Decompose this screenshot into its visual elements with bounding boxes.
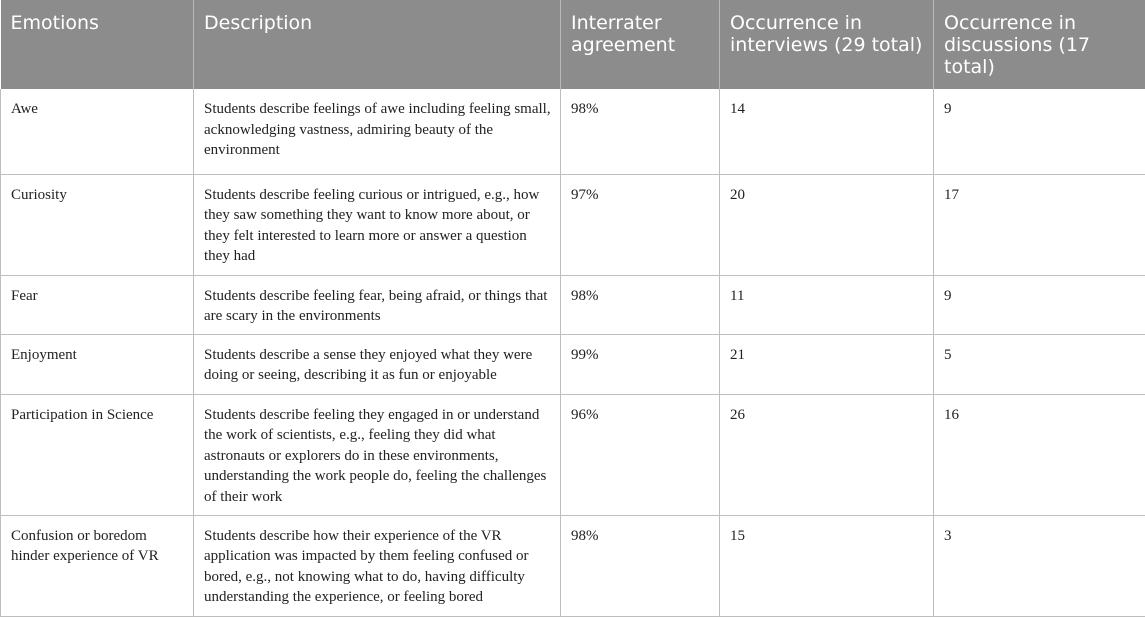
table-row — [1, 89, 1145, 174]
table-row — [1, 334, 1145, 394]
cell-discussions: 17 — [934, 174, 1145, 275]
cell-emotion: Enjoyment — [1, 334, 194, 394]
cell-emotion: Fear — [1, 275, 194, 334]
cell-agreement: 98% — [561, 275, 720, 334]
cell-description: Students describe a sense they enjoyed what they were doing or seeing, describing it as fun or enjoyable — [194, 334, 561, 394]
cell-description: Students describe feelings of awe including feeling small, acknowledging vastness, admiring beauty of the environment — [194, 89, 561, 174]
header-description: Description — [194, 0, 561, 89]
header-occurrence-discussions: Occurrence in discussions (17 total) — [934, 0, 1145, 89]
table-row — [1, 515, 1145, 616]
cell-description: Students describe how their experience of the VR application was impacted by them feeling confused or bored, e.g., not knowing what to do, having difficulty understanding the experience, or feeling bored — [194, 515, 561, 616]
cell-description: Students describe feeling they engaged in or understand the work of scientists, e.g., feeling they did what astronauts or explorers do in these environments, understanding the work people do, feeling the challenges of their work — [194, 394, 561, 515]
cell-discussions: 3 — [934, 515, 1145, 616]
table-header — [1, 0, 1145, 89]
header-emotions: Emotions — [1, 0, 194, 89]
cell-agreement: 99% — [561, 334, 720, 394]
cell-agreement: 97% — [561, 174, 720, 275]
cell-interviews: 26 — [720, 394, 934, 515]
cell-interviews: 21 — [720, 334, 934, 394]
cell-emotion: Participation in Science — [1, 394, 194, 515]
cell-emotion: Confusion or boredom hinder experience of VR — [1, 515, 194, 616]
cell-discussions: 9 — [934, 275, 1145, 334]
table-row — [1, 394, 1145, 515]
table-body — [1, 89, 1145, 616]
header-interrater-agreement: Interrater agreement — [561, 0, 720, 89]
cell-emotion: Awe — [1, 89, 194, 174]
cell-agreement: 96% — [561, 394, 720, 515]
cell-interviews: 14 — [720, 89, 934, 174]
cell-agreement: 98% — [561, 89, 720, 174]
cell-discussions: 16 — [934, 394, 1145, 515]
cell-discussions: 9 — [934, 89, 1145, 174]
cell-description: Students describe feeling fear, being afraid, or things that are scary in the environments — [194, 275, 561, 334]
cell-interviews: 11 — [720, 275, 934, 334]
table-row — [1, 174, 1145, 275]
cell-emotion: Curiosity — [1, 174, 194, 275]
table-row — [1, 275, 1145, 334]
header-occurrence-interviews: Occurrence in interviews (29 total) — [720, 0, 934, 89]
header-row — [1, 0, 1145, 89]
cell-interviews: 20 — [720, 174, 934, 275]
cell-interviews: 15 — [720, 515, 934, 616]
cell-discussions: 5 — [934, 334, 1145, 394]
cell-description: Students describe feeling curious or intrigued, e.g., how they saw something they want to know more about, or they felt interested to learn more or answer a question they had — [194, 174, 561, 275]
cell-agreement: 98% — [561, 515, 720, 616]
